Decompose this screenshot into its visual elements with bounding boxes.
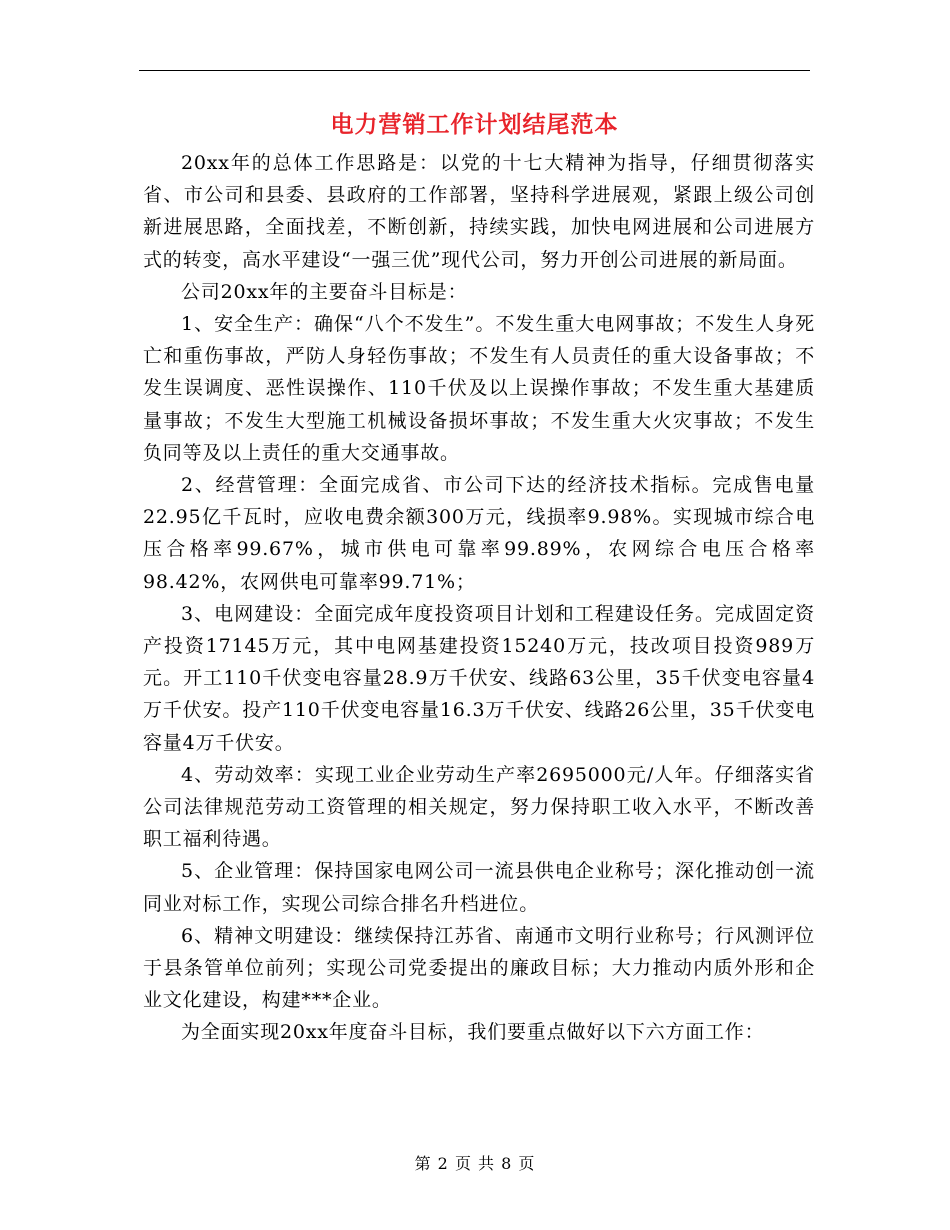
- paragraph-key-work-intro: 为全面实现20xx年度奋斗目标，我们要重点做好以下六方面工作：: [181, 1021, 765, 1044]
- paragraph-safety-production: 1、安全生产：确保“八个不发生”。不发生重大电网事故；不发生人身死亡和重伤事故，严防人身轻伤事故；不发生有人员责任的重大设备事故；不发生误调度、恶性误操作、110千伏及以上误操作事故；不发生重大基建质量事故；不发生大型施工机械设备损坏事故；不发生重大火灾事故；不发生负同等及以上责任的重大交通事故。: [143, 313, 815, 464]
- paragraph-spiritual-civilization: 6、精神文明建设：继续保持江苏省、南通市文明行业称号；行风测评位于县条管单位前列；实现公司党委提出的廉政目标；大力推动内质外形和企业文化建设，构建***企业。: [143, 924, 815, 1012]
- document-title: 电力营销工作计划结尾范本: [330, 111, 619, 138]
- header-rule: [139, 70, 810, 71]
- document-body: [143, 147, 815, 1049]
- page-number-footer: 第 2 页 共 8 页: [414, 1154, 536, 1173]
- paragraph-business-management: 2、经营管理：全面完成省、市公司下达的经济技术指标。完成售电量22.95亿千瓦时，应收电费余额300万元，线损率9.98%。实现城市综合电压合格率99.67%，城市供电可靠率99.89%，农网综合电压合格率98.42%，农网供电可靠率99.71%；: [143, 474, 815, 593]
- paragraph-goals-intro: 公司20xx年的主要奋斗目标是：: [181, 280, 468, 303]
- paragraph-grid-construction: 3、电网建设：全面完成年度投资项目计划和工程建设任务。完成固定资产投资17145万元，其中电网基建投资15240万元，技改项目投资989万元。开工110千伏变电容量28.9万千伏安、线路63公里，35千伏变电容量4万千伏安。投产110千伏变电容量16.3万千伏安、线路26公里，35千伏变电容量4万千伏安。: [143, 602, 815, 754]
- paragraph-labor-efficiency: 4、劳动效率：实现工业企业劳动生产率2695000元/人年。仔细落实省公司法律规范劳动工资管理的相关规定，努力保持职工收入水平，不断改善职工福利待遇。: [143, 763, 815, 851]
- paragraph-overall-approach: 20xx年的总体工作思路是：以党的十七大精神为指导，仔细贯彻落实省、市公司和县委、县政府的工作部署，坚持科学进展观，紧跟上级公司创新进展思路，全面找差，不断创新，持续实践，加快电网进展和公司进展方式的转变，高水平建设“一强三优”现代公司，努力开创公司进展的新局面。: [143, 152, 815, 271]
- paragraph-enterprise-management: 5、企业管理：保持国家电网公司一流县供电企业称号；深化推动创一流同业对标工作，实现公司综合排名升档进位。: [143, 860, 815, 915]
